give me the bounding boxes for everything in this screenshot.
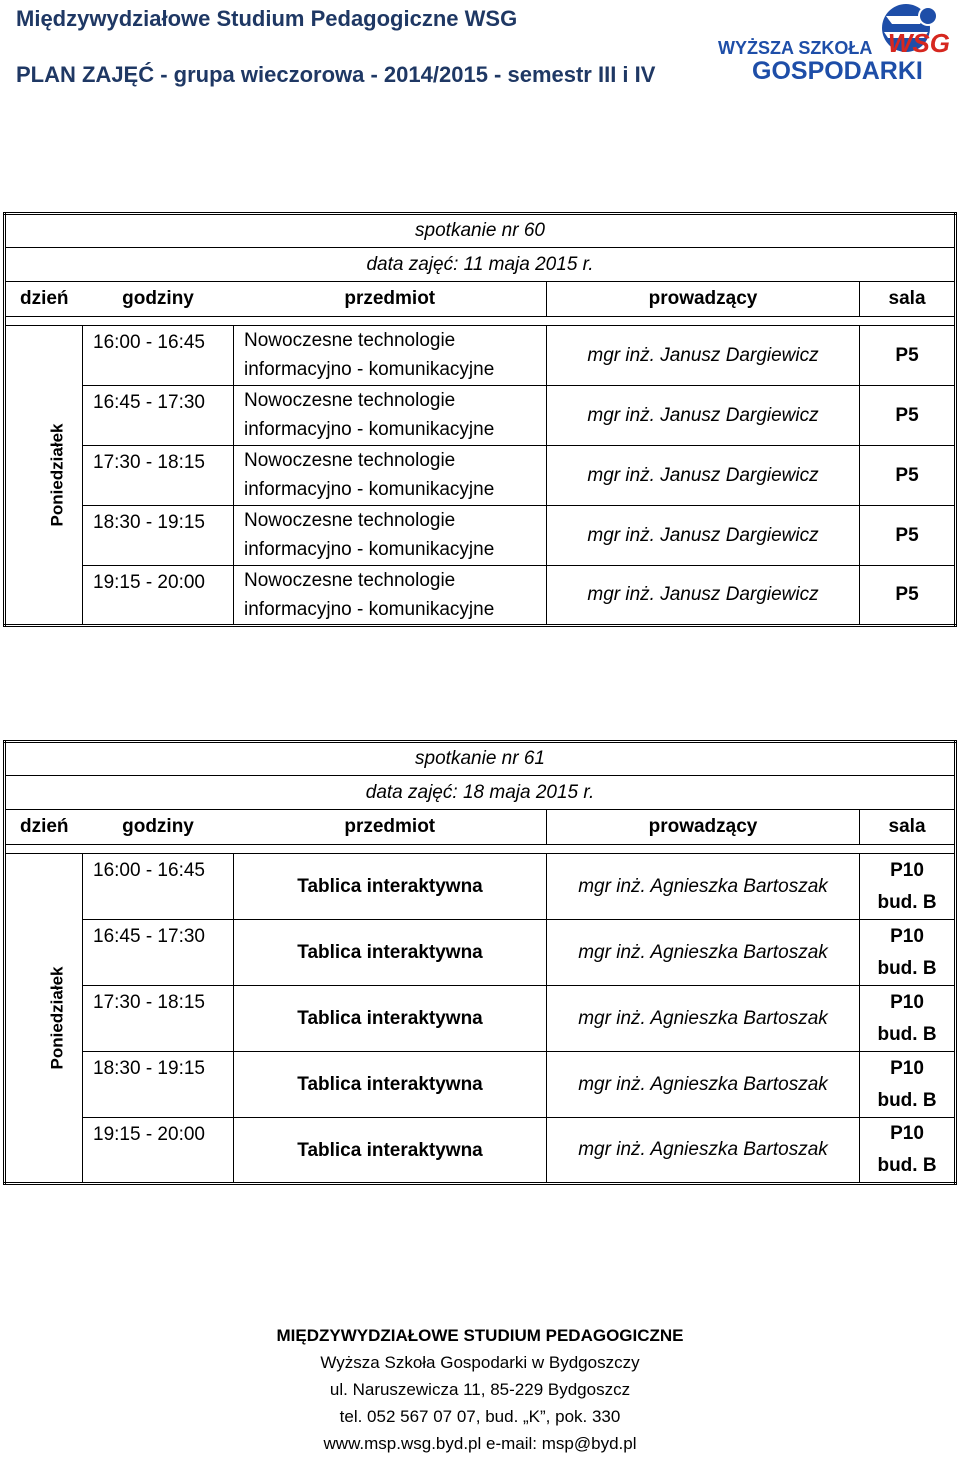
room-cell: P5 — [860, 386, 956, 446]
teacher-cell: mgr inż. Janusz Dargiewicz — [547, 446, 860, 506]
meeting-date — [5, 776, 956, 810]
col-teacher: prowadzący — [547, 282, 860, 317]
room-cell — [860, 920, 956, 986]
footer-contact: www.msp.wsg.byd.pl e-mail: msp@byd.pl — [323, 1434, 637, 1453]
subject-line-1: Nowoczesne technologie — [244, 510, 456, 531]
time-cell: 18:30 - 19:15 — [93, 512, 205, 533]
page-subtitle: PLAN ZAJĘĆ - grupa wieczorowa - 2014/2015 - semestr III i IV — [16, 62, 656, 87]
subject-line-1: Nowoczesne technologie — [244, 450, 456, 471]
room-line-1: P10 — [890, 1123, 924, 1144]
teacher-cell: mgr inż. Agnieszka Bartoszak — [547, 986, 860, 1052]
time-cell: 18:30 - 19:15 — [93, 1058, 205, 1079]
teacher-cell: mgr inż. Agnieszka Bartoszak — [547, 920, 860, 986]
time-cell: 17:30 - 18:15 — [93, 452, 205, 473]
meeting-number-value: 61 — [523, 748, 545, 769]
table-row — [5, 1118, 956, 1184]
day-label: Poniedziałek — [47, 423, 67, 527]
time-cell: 19:15 - 20:00 — [93, 1124, 205, 1145]
day-cell — [5, 854, 83, 1184]
teacher-cell: mgr inż. Janusz Dargiewicz — [547, 566, 860, 626]
subject-cell — [234, 446, 547, 506]
room-line-1: P10 — [890, 1057, 924, 1079]
subject-line-2: informacyjno - komunikacyjne — [244, 419, 495, 440]
room-cell: P5 — [860, 326, 956, 386]
room-cell — [860, 1052, 956, 1118]
room-line-2: bud. B — [877, 957, 937, 979]
room-cell: P5 — [860, 566, 956, 626]
subject-cell: Tablica interaktywna — [234, 1118, 547, 1184]
subject-cell: Tablica interaktywna — [234, 1052, 547, 1118]
table-row — [5, 446, 956, 506]
subject-line-2: informacyjno - komunikacyjne — [244, 599, 495, 620]
wsg-logo — [714, 2, 954, 84]
meeting-number-value: 60 — [523, 220, 545, 241]
room-line-2: bud. B — [877, 1155, 937, 1176]
day-label: Poniedziałek — [47, 966, 67, 1070]
logo-line2: GOSPODARKI — [752, 57, 923, 84]
meeting-label: spotkanie nr — [415, 748, 519, 769]
col-room: sala — [860, 282, 956, 317]
subject-line-1: Nowoczesne technologie — [244, 570, 456, 591]
col-subject: przedmiot — [234, 810, 547, 845]
col-day: dzień — [5, 282, 83, 317]
col-hours: godziny — [83, 810, 234, 845]
subject-cell — [234, 326, 547, 386]
teacher-cell: mgr inż. Agnieszka Bartoszak — [547, 1118, 860, 1184]
subject-line-2: informacyjno - komunikacyjne — [244, 539, 495, 560]
subject-line-2: informacyjno - komunikacyjne — [244, 479, 495, 500]
table-row — [5, 386, 956, 446]
meeting-number — [5, 742, 956, 776]
footer — [0, 1322, 960, 1457]
subject-cell: Tablica interaktywna — [234, 920, 547, 986]
time-cell: 16:00 - 16:45 — [93, 860, 205, 881]
room-line-1: P10 — [890, 991, 924, 1013]
room-cell — [860, 1118, 956, 1184]
table-row — [5, 920, 956, 986]
date-value: 11 maja 2015 r. — [463, 253, 594, 275]
time-cell: 16:45 - 17:30 — [93, 392, 205, 413]
teacher-cell: mgr inż. Janusz Dargiewicz — [547, 326, 860, 386]
column-header-row — [5, 810, 956, 845]
room-line-1: P10 — [890, 859, 924, 881]
subject-cell: Tablica interaktywna — [234, 986, 547, 1052]
table-row — [5, 326, 956, 386]
subject-line-1: Nowoczesne technologie — [244, 330, 456, 351]
teacher-cell: mgr inż. Agnieszka Bartoszak — [547, 1052, 860, 1118]
date-value: 18 maja 2015 r. — [462, 781, 595, 803]
table-row — [5, 566, 956, 626]
subject-cell — [234, 386, 547, 446]
table-row — [5, 986, 956, 1052]
time-cell: 16:45 - 17:30 — [93, 926, 205, 947]
col-room: sala — [860, 810, 956, 845]
schedule-table-60 — [3, 212, 957, 627]
room-cell: P5 — [860, 506, 956, 566]
col-subject: przedmiot — [234, 282, 547, 317]
table-row — [5, 854, 956, 920]
page-title: Międzywydziałowe Studium Pedagogiczne WSG — [16, 6, 518, 31]
room-cell: P5 — [860, 446, 956, 506]
col-teacher: prowadzący — [547, 810, 860, 845]
subject-cell: Tablica interaktywna — [234, 854, 547, 920]
table-row — [5, 506, 956, 566]
date-label: data zajęć: — [365, 781, 458, 803]
date-label: data zajęć: — [366, 253, 459, 275]
subject-line-1: Nowoczesne technologie — [244, 390, 456, 411]
table-row — [5, 1052, 956, 1118]
room-line-2: bud. B — [877, 1023, 937, 1045]
time-cell: 17:30 - 18:15 — [93, 992, 205, 1013]
meeting-61-block — [3, 740, 957, 1185]
footer-phone: tel. 052 567 07 07, bud. „K”, pok. 330 — [339, 1407, 621, 1426]
teacher-cell: mgr inż. Agnieszka Bartoszak — [547, 854, 860, 920]
room-line-1: P10 — [890, 925, 924, 947]
subject-cell — [234, 566, 547, 626]
logo-line1: WYŻSZA SZKOŁA — [718, 38, 873, 58]
day-cell — [5, 326, 83, 626]
footer-institution: MIĘDZYWYDZIAŁOWE STUDIUM PEDAGOGICZNE — [276, 1326, 684, 1345]
footer-school: Wyższa Szkoła Gospodarki w Bydgoszczy — [320, 1353, 640, 1372]
meeting-label: spotkanie nr — [415, 220, 519, 241]
meeting-60-block — [3, 212, 957, 627]
subject-line-2: informacyjno - komunikacyjne — [244, 359, 495, 380]
time-cell: 19:15 - 20:00 — [93, 572, 205, 593]
room-cell — [860, 986, 956, 1052]
teacher-cell: mgr inż. Janusz Dargiewicz — [547, 506, 860, 566]
room-line-2: bud. B — [877, 1089, 937, 1111]
meeting-number — [5, 214, 956, 248]
teacher-cell: mgr inż. Janusz Dargiewicz — [547, 386, 860, 446]
time-cell: 16:00 - 16:45 — [93, 332, 205, 353]
col-day: dzień — [5, 810, 83, 845]
room-line-2: bud. B — [877, 891, 937, 913]
footer-address: ul. Naruszewicza 11, 85-229 Bydgoszcz — [329, 1380, 631, 1399]
room-cell — [860, 854, 956, 920]
logo-mark: WSG — [887, 28, 950, 58]
col-hours: godziny — [83, 282, 234, 317]
subject-cell — [234, 506, 547, 566]
column-header-row — [5, 282, 956, 317]
meeting-date — [5, 248, 956, 282]
schedule-table-61 — [3, 740, 957, 1185]
